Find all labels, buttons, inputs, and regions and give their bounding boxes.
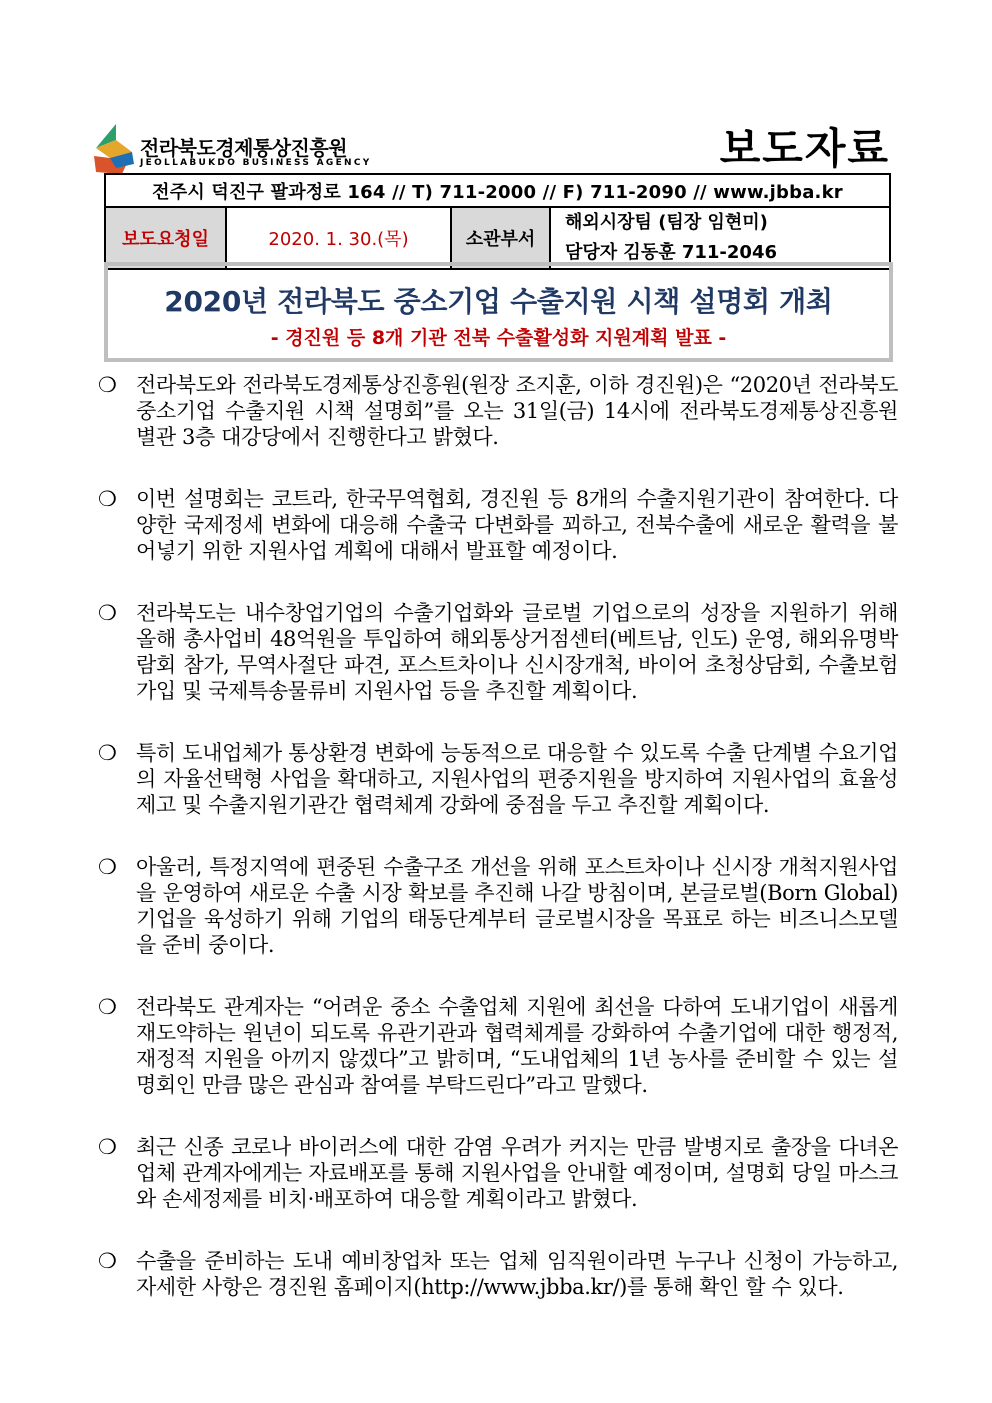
org-name-ko: 전라북도경제통상진흥원 bbox=[140, 136, 348, 160]
paragraph bbox=[98, 486, 898, 564]
agency-logo-icon bbox=[92, 122, 136, 176]
paragraph-text: 최근 신종 코로나 바이러스에 대한 감염 우려가 커지는 만큼 발병지로 출장을 다녀온 업체 관계자에게는 자료배포를 통해 지원사업을 안내할 예정이며, 설명회 당일 마스크와 손세정제를 비치·배포하여 대응할 계획이라고 밝혔다. bbox=[136, 1135, 898, 1211]
info-table bbox=[104, 173, 891, 270]
circle-bullet-icon: ❍ bbox=[98, 855, 117, 879]
dept-contact: 담당자 김동훈 711-2046 bbox=[565, 242, 778, 263]
circle-bullet-icon: ❍ bbox=[98, 373, 117, 397]
paragraph-text: 특히 도내업체가 통상환경 변화에 능동적으로 대응할 수 있도록 수출 단계별 수요기업의 자율선택형 사업을 확대하고, 지원사업의 편중지원을 방지하여 지원사업의 효율성 제고 및 수출지원기관간 협력체계 강화에 중점을 두고 추진할 계획이다. bbox=[136, 741, 898, 817]
circle-bullet-icon: ❍ bbox=[98, 1249, 117, 1273]
date-label: 보도요청일 bbox=[105, 207, 226, 269]
paragraph-text: 전라북도와 전라북도경제통상진흥원(원장 조지훈, 이하 경진원)은 “2020년 전라북도 중소기업 수출지원 시책 설명회”를 오는 31일(금) 14시에 전라북도경제통상진흥원 별관 3층 대강당에서 진행한다고 밝혔다. bbox=[136, 373, 898, 449]
date-value: 2020. 1. 30.(목) bbox=[226, 207, 451, 269]
contact-line: 전주시 덕진구 팔과정로 164 // T) 711-2000 // F) 711-2090 // www.jbba.kr bbox=[105, 174, 890, 207]
circle-bullet-icon: ❍ bbox=[98, 741, 117, 765]
dept-label: 소관부서 bbox=[451, 207, 550, 269]
org-name-en: JEOLLABUKDO BUSINESS AGENCY bbox=[140, 158, 372, 168]
circle-bullet-icon: ❍ bbox=[98, 1135, 117, 1159]
circle-bullet-icon: ❍ bbox=[98, 995, 117, 1019]
article-body bbox=[98, 372, 898, 1336]
paragraph bbox=[98, 994, 898, 1098]
circle-bullet-icon: ❍ bbox=[98, 601, 117, 625]
paragraph bbox=[98, 1248, 898, 1300]
paragraph bbox=[98, 1134, 898, 1212]
paragraph bbox=[98, 854, 898, 958]
dept-team: 해외시장팀 (팀장 임현미) bbox=[565, 212, 768, 233]
paragraph-text: 아울러, 특정지역에 편중된 수출구조 개선을 위해 포스트차이나 신시장 개척지원사업을 운영하여 새로운 수출 시장 확보를 추진해 나갈 방침이며, 본글로벌(Born Global) 기업을 육성하기 위해 기업의 태동단계부터 글로벌시장을 목표로 하는 비즈니스모델을 준비 중이다. bbox=[136, 855, 898, 957]
paragraph bbox=[98, 372, 898, 450]
circle-bullet-icon: ❍ bbox=[98, 487, 117, 511]
page-title: 2020년 전라북도 중소기업 수출지원 시책 설명회 개최 bbox=[164, 285, 833, 318]
paragraph bbox=[98, 600, 898, 704]
page-subtitle: - 경진원 등 8개 기관 전북 수출활성화 지원계획 발표 - bbox=[270, 327, 727, 349]
paragraph bbox=[98, 740, 898, 818]
doc-type-heading: 보도자료 bbox=[719, 124, 890, 173]
paragraph-text: 이번 설명회는 코트라, 한국무역협회, 경진원 등 8개의 수출지원기관이 참여한다. 다양한 국제정세 변화에 대응해 수출국 다변화를 꾀하고, 전북수출에 새로운 활력을 불어넣기 위한 지원사업 계획에 대해서 발표할 예정이다. bbox=[136, 487, 898, 563]
title-box bbox=[104, 262, 893, 362]
agency-logo bbox=[92, 122, 392, 178]
paragraph-text: 전라북도는 내수창업기업의 수출기업화와 글로벌 기업으로의 성장을 지원하기 위해 올해 총사업비 48억원을 투입하여 해외통상거점센터(베트남, 인도) 운영, 해외유명박람회 참가, 무역사절단 파견, 포스트차이나 신시장개척, 바이어 초청상담회, 수출보험 가입 및 국제특송물류비 지원사업 등을 추진할 계획이다. bbox=[136, 601, 898, 703]
paragraph-text: 수출을 준비하는 도내 예비창업차 또는 업체 임직원이라면 누구나 신청이 가능하고, 자세한 사항은 경진원 홈페이지(http://www.jbba.kr/)를 통해 확인 할 수 있다. bbox=[136, 1249, 898, 1299]
paragraph-text: 전라북도 관계자는 “어려운 중소 수출업체 지원에 최선을 다하여 도내기업이 새롭게 재도약하는 원년이 되도록 유관기관과 협력체계를 강화하여 수출기업에 대한 행정적, 재정적 지원을 아끼지 않겠다”고 밝히며, “도내업체의 1년 농사를 준비할 수 있는 설명회인 만큼 많은 관심과 참여를 부탁드린다”라고 말했다. bbox=[136, 995, 898, 1097]
dept-info bbox=[550, 207, 890, 269]
